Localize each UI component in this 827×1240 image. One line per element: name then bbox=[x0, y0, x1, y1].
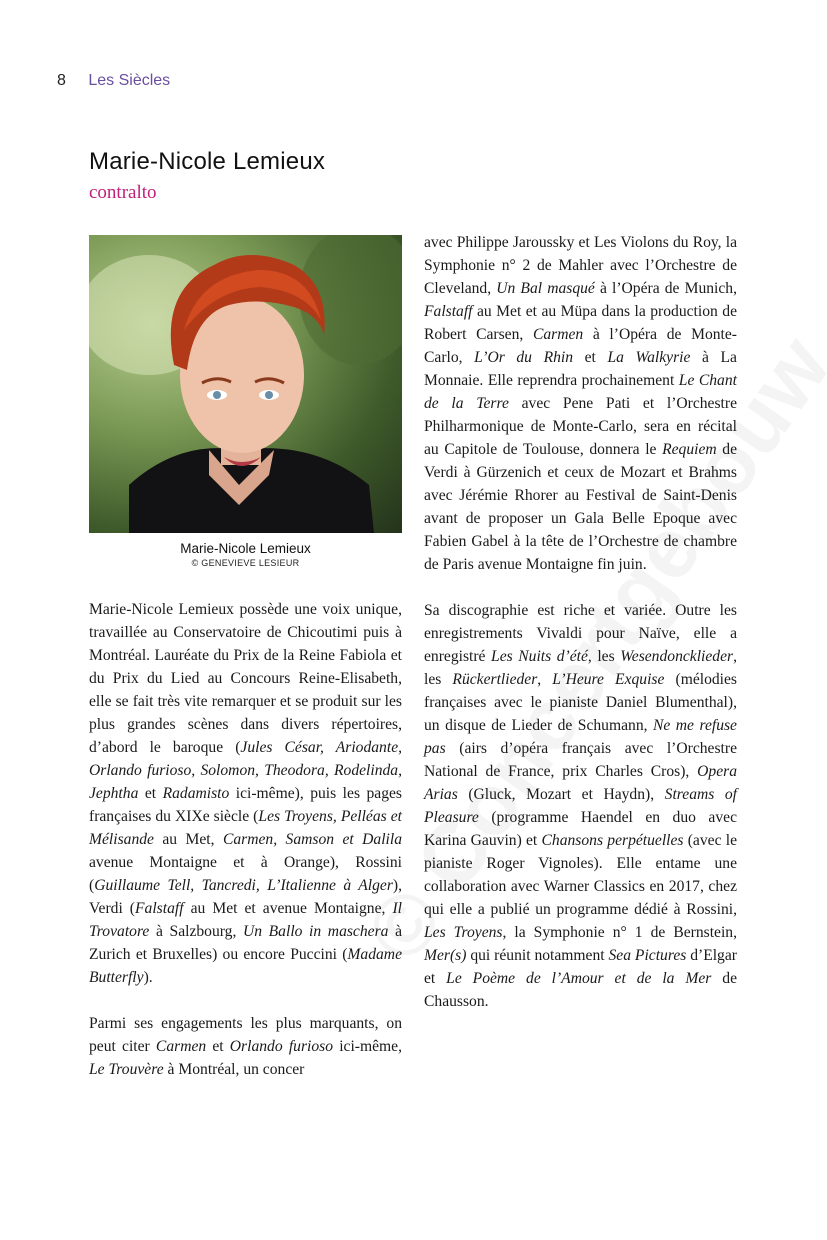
photo-caption: Marie-Nicole Lemieux bbox=[180, 541, 311, 556]
bio-paragraph-3: Sa discographie est riche et variée. Outre les enregistrements Vivaldi pour Naïve, elle a enregistré Les Nuits d’été, les Wesendoncklieder, les Rückertlieder, L’Heure Exquise (mélodies françaises avec le pianiste Daniel Blumenthal), un disque de Lieder de Schumann, Ne me refuse pas (airs d’opéra français avec l’Orchestre National de France, prix Charles Cros), Opera Arias (Gluck, Mozart et Haydn), Streams of Pleasure (programme Haendel en duo avec Karina Gauvin) et Chansons perpétuelles (avec le pianiste Roger Vignoles). Elle entame une collaboration avec Warner Classics en 2017, chez qui elle a publié un programme dédié à Rossini, Les Troyens, la Symphonie n° 1 de Bernstein, Mer(s) qui réunit notamment Sea Pictures d’Elgar et Le Poème de l’Amour et de la Mer de Chausson. bbox=[424, 602, 738, 1010]
bio-column-right bbox=[424, 231, 737, 1013]
bio-paragraph-2-continued: avec Philippe Jaroussky et Les Violons du Roy, la Symphonie n° 2 de Mahler avec l’Orchestre de Cleveland, Un Bal masqué à l’Opéra de Munich, Falstaff au Met et au Müpa dans la production de Robert Carsen, Carmen à l’Opéra de Monte-Carlo, L’Or du Rhin et La Walkyrie à La Monnaie. Elle reprendra prochainement Le Chant de la Terre avec Pene Pati et l’Orchestre Philharmonique de Monte-Carlo, sera en récital au Capitole de Toulouse, donnera le Requiem de Verdi à Gürzenich et ceux de Mozart et Brahms avec Jérémie Rhorer au Festival de Saint-Denis avant de proposer un Gala Belle Epoque avec Fabien Gabel à la tête de l’Orchestre de chambre de Paris avenue Montaigne fin juin. bbox=[424, 234, 738, 573]
bio-paragraph-1: Marie-Nicole Lemieux possède une voix unique, travaillée au Conservatoire de Chicoutimi puis à Montréal. Lauréate du Prix de la Reine Fabiola et du Prix du Lied au Concours Reine-Elisabeth, elle se fait très vite remarquer et se produit sur les plus grandes scènes dans divers répertoires, d’abord le baroque (Jules César, Ariodante, Orlando furioso, Solomon, Theodora, Rodelinda, Jephtha et Radamisto ici-même), puis les pages françaises du XIXe siècle (Les Troyens, Pelléas et Mélisande au Met, Carmen, Samson et Dalila avenue Montaigne et à Orange), Rossini (Guillaume Tell, Tancredi, L’Italienne à Alger), Verdi (Falstaff au Met et avenue Montaigne, Il Trovatore à Salzbourg, Un Ballo in maschera à Zurich et Bruxelles) ou encore Puccini (Madame Butterfly). bbox=[89, 601, 403, 986]
bio-paragraph-2: Parmi ses engagements les plus marquants, on peut citer Carmen et Orlando furioso ici-même, Le Trouvère à Montréal, un concer bbox=[89, 1015, 402, 1078]
page-number: 8 bbox=[57, 72, 66, 89]
artist-photo bbox=[89, 235, 402, 533]
running-title: Les Siècles bbox=[88, 72, 171, 89]
page-header bbox=[57, 72, 170, 90]
artist-role: contralto bbox=[89, 182, 157, 203]
artist-name: Marie-Nicole Lemieux bbox=[89, 148, 326, 175]
bio-column-left bbox=[89, 598, 402, 1081]
photo-credit: © GENEVIEVE LESIEUR bbox=[191, 558, 300, 568]
